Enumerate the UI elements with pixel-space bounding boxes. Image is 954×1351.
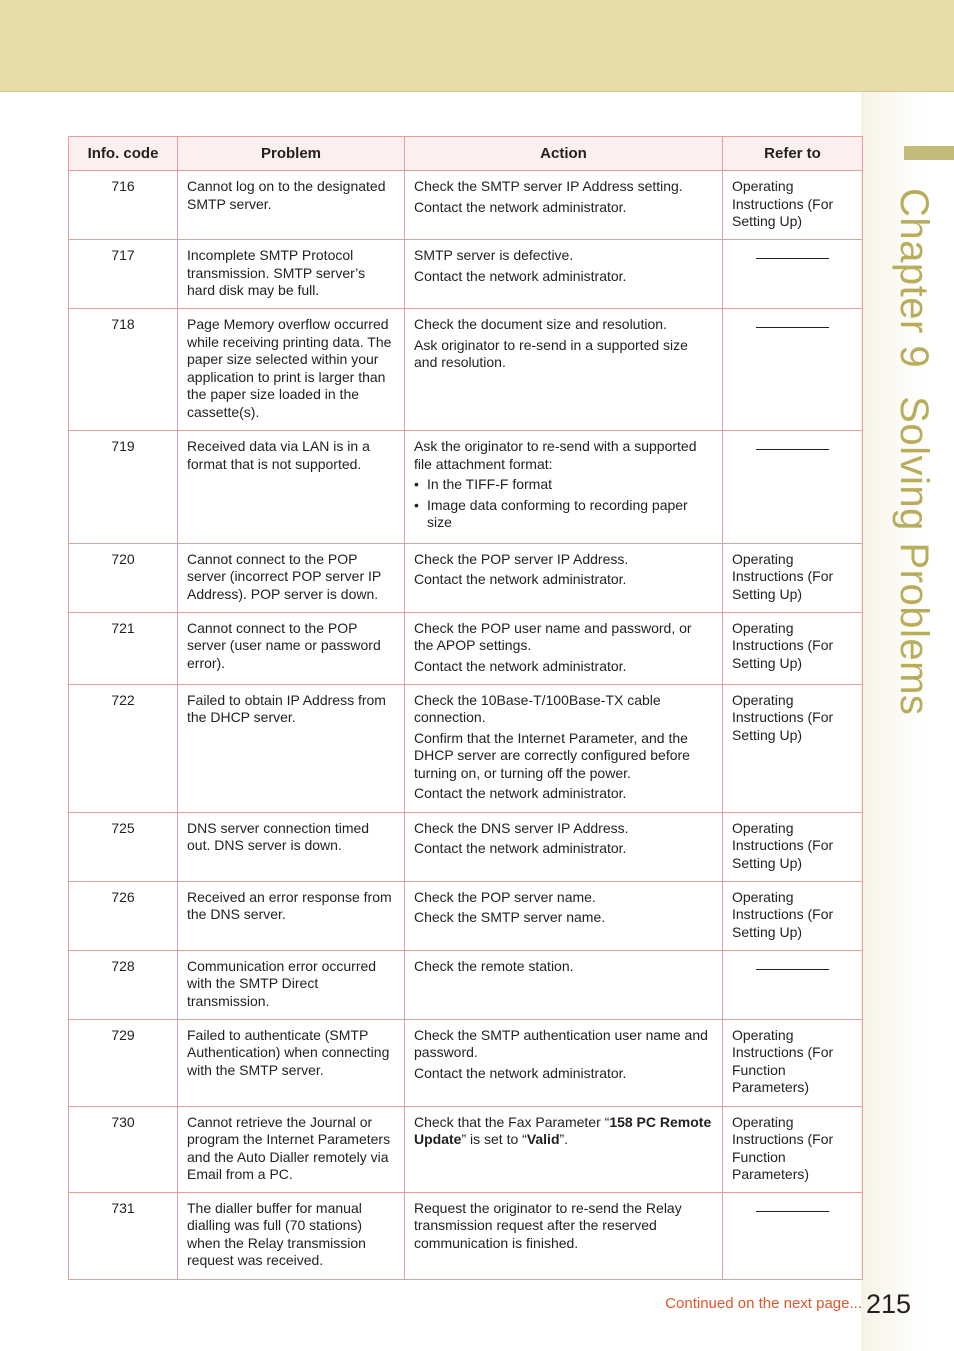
problem-text: Incomplete SMTP Protocol transmission. SMTP server’s hard disk may be full. bbox=[178, 240, 405, 309]
table-row bbox=[69, 612, 863, 684]
action-cell bbox=[405, 1192, 723, 1279]
no-reference-line bbox=[756, 258, 829, 259]
action-text: Contact the network administrator. bbox=[414, 657, 627, 674]
no-reference-line bbox=[756, 969, 829, 970]
section-title: Solving Problems bbox=[892, 396, 936, 716]
action-bullet: • Image data conforming to recording paper size bbox=[414, 497, 713, 532]
table-row bbox=[69, 812, 863, 881]
refer-to-text: Operating Instructions (For Setting Up) bbox=[723, 881, 863, 950]
chapter-title bbox=[891, 188, 936, 715]
info-code: 729 bbox=[69, 1019, 178, 1106]
action-text: Check the SMTP server name. bbox=[414, 909, 606, 925]
info-code: 721 bbox=[69, 612, 178, 684]
info-code: 728 bbox=[69, 950, 178, 1019]
action-text: Request the originator to re-send the Relay transmission request after the reserved communication is finished. bbox=[414, 1199, 682, 1251]
info-code: 725 bbox=[69, 812, 178, 881]
no-reference-line bbox=[756, 449, 829, 450]
refer-to-text: Operating Instructions (For Setting Up) bbox=[723, 612, 863, 684]
column-header-problem: Problem bbox=[178, 137, 405, 171]
no-reference-line bbox=[756, 327, 829, 328]
action-text: Check that the Fax Parameter “158 PC Remote Update” is set to “Valid”. bbox=[414, 1113, 712, 1147]
refer-to-cell bbox=[723, 950, 863, 1019]
problem-text: Communication error occurred with the SMTP Direct transmission. bbox=[178, 950, 405, 1019]
table-row bbox=[69, 1019, 863, 1106]
action-text: Ask the originator to re-send with a supported file attachment format: bbox=[414, 438, 697, 472]
no-reference-line bbox=[756, 1211, 829, 1212]
info-code: 717 bbox=[69, 240, 178, 309]
problem-text: Cannot retrieve the Journal or program the Internet Parameters and the Auto Dialler remotely via Email from a PC. bbox=[178, 1106, 405, 1192]
action-cell bbox=[405, 612, 723, 684]
table-header-row bbox=[69, 137, 863, 171]
action-cell bbox=[405, 684, 723, 812]
action-bullet-list bbox=[414, 476, 713, 532]
problem-text: Failed to obtain IP Address from the DHCP server. bbox=[178, 684, 405, 812]
page-number: 215 bbox=[866, 1289, 912, 1319]
action-text: Contact the network administrator. bbox=[414, 1064, 627, 1081]
table-row bbox=[69, 171, 863, 240]
action-cell bbox=[405, 1106, 723, 1192]
column-header-action: Action bbox=[405, 137, 723, 171]
action-text: Contact the network administrator. bbox=[414, 571, 627, 587]
refer-to-text: Operating Instructions (For Setting Up) bbox=[723, 812, 863, 881]
refer-to-text: Operating Instructions (For Function Parameters) bbox=[723, 1106, 863, 1192]
action-text: Contact the network administrator. bbox=[414, 785, 627, 801]
action-cell bbox=[405, 171, 723, 240]
chapter-tab-marker bbox=[904, 146, 954, 160]
table-row bbox=[69, 881, 863, 950]
problem-text: The dialler buffer for manual dialling was full (70 stations) when the Relay transmission request was received. bbox=[178, 1192, 405, 1279]
continued-notice: Continued on the next page... bbox=[665, 1295, 862, 1312]
info-code: 722 bbox=[69, 684, 178, 812]
table-row bbox=[69, 309, 863, 431]
problem-text: Cannot connect to the POP server (incorrect POP server IP Address). POP server is down. bbox=[178, 543, 405, 612]
parameter-value: Valid bbox=[526, 1131, 560, 1147]
refer-to-cell bbox=[723, 309, 863, 431]
refer-to-text: Operating Instructions (For Setting Up) bbox=[723, 684, 863, 812]
action-text: Ask originator to re-send in a supported size and resolution. bbox=[414, 336, 688, 370]
problem-text: Received an error response from the DNS server. bbox=[178, 881, 405, 950]
column-header-refer-to: Refer to bbox=[723, 137, 863, 171]
action-bullet: • In the TIFF-F format bbox=[414, 476, 713, 494]
action-text: Check the POP server IP Address. bbox=[414, 550, 629, 567]
table-row bbox=[69, 431, 863, 544]
problem-text: Cannot connect to the POP server (user name or password error). bbox=[178, 612, 405, 684]
action-text: Check the DNS server IP Address. bbox=[414, 819, 629, 836]
refer-to-text: Operating Instructions (For Function Parameters) bbox=[723, 1019, 863, 1106]
action-cell bbox=[405, 1019, 723, 1106]
info-code: 719 bbox=[69, 431, 178, 544]
refer-to-text: Operating Instructions (For Setting Up) bbox=[723, 543, 863, 612]
table-row bbox=[69, 240, 863, 309]
refer-to-cell bbox=[723, 431, 863, 544]
problem-text: DNS server connection timed out. DNS server is down. bbox=[178, 812, 405, 881]
problem-text: Page Memory overflow occurred while receiving printing data. The paper size selected within your application to print is larger than the paper size loaded in the cassette(s). bbox=[178, 309, 405, 431]
action-text: Contact the network administrator. bbox=[414, 267, 627, 284]
parameter-name: 158 PC Remote Update bbox=[414, 1113, 712, 1147]
action-text: Check the SMTP server IP Address setting. bbox=[414, 178, 683, 194]
action-text: Check the remote station. bbox=[414, 957, 574, 974]
action-text: Contact the network administrator. bbox=[414, 840, 627, 856]
table-row bbox=[69, 1106, 863, 1192]
table-row bbox=[69, 1192, 863, 1279]
refer-to-cell bbox=[723, 1192, 863, 1279]
action-text: Contact the network administrator. bbox=[414, 198, 627, 215]
action-cell bbox=[405, 950, 723, 1019]
action-text: Check the SMTP authentication user name and password. bbox=[414, 1026, 708, 1060]
refer-to-text: Operating Instructions (For Setting Up) bbox=[723, 171, 863, 240]
info-code-table bbox=[68, 136, 863, 1280]
action-cell bbox=[405, 881, 723, 950]
problem-text: Cannot log on to the designated SMTP server. bbox=[178, 171, 405, 240]
problem-text: Received data via LAN is in a format that is not supported. bbox=[178, 431, 405, 544]
table-row bbox=[69, 684, 863, 812]
info-code: 716 bbox=[69, 171, 178, 240]
table-row bbox=[69, 543, 863, 612]
table-row bbox=[69, 950, 863, 1019]
action-cell bbox=[405, 431, 723, 544]
info-code: 730 bbox=[69, 1106, 178, 1192]
action-cell bbox=[405, 543, 723, 612]
refer-to-cell bbox=[723, 240, 863, 309]
action-text: Check the POP server name. bbox=[414, 888, 596, 905]
action-text: SMTP server is defective. bbox=[414, 247, 574, 263]
info-code: 726 bbox=[69, 881, 178, 950]
action-cell bbox=[405, 812, 723, 881]
action-text: Check the document size and resolution. bbox=[414, 316, 667, 332]
header-band bbox=[0, 0, 954, 92]
action-cell bbox=[405, 240, 723, 309]
action-text: Check the POP user name and password, or the APOP settings. bbox=[414, 619, 692, 653]
info-code: 720 bbox=[69, 543, 178, 612]
problem-text: Failed to authenticate (SMTP Authentication) when connecting with the SMTP server. bbox=[178, 1019, 405, 1106]
action-text: Check the 10Base-T/100Base-TX cable connection. bbox=[414, 691, 661, 725]
action-text: Confirm that the Internet Parameter, and the DHCP server are correctly configured before turning on, or turning off the power. bbox=[414, 729, 690, 781]
info-code: 731 bbox=[69, 1192, 178, 1279]
info-code: 718 bbox=[69, 309, 178, 431]
column-header-info-code: Info. code bbox=[69, 137, 178, 171]
action-cell bbox=[405, 309, 723, 431]
chapter-label: Chapter 9 bbox=[892, 188, 936, 369]
